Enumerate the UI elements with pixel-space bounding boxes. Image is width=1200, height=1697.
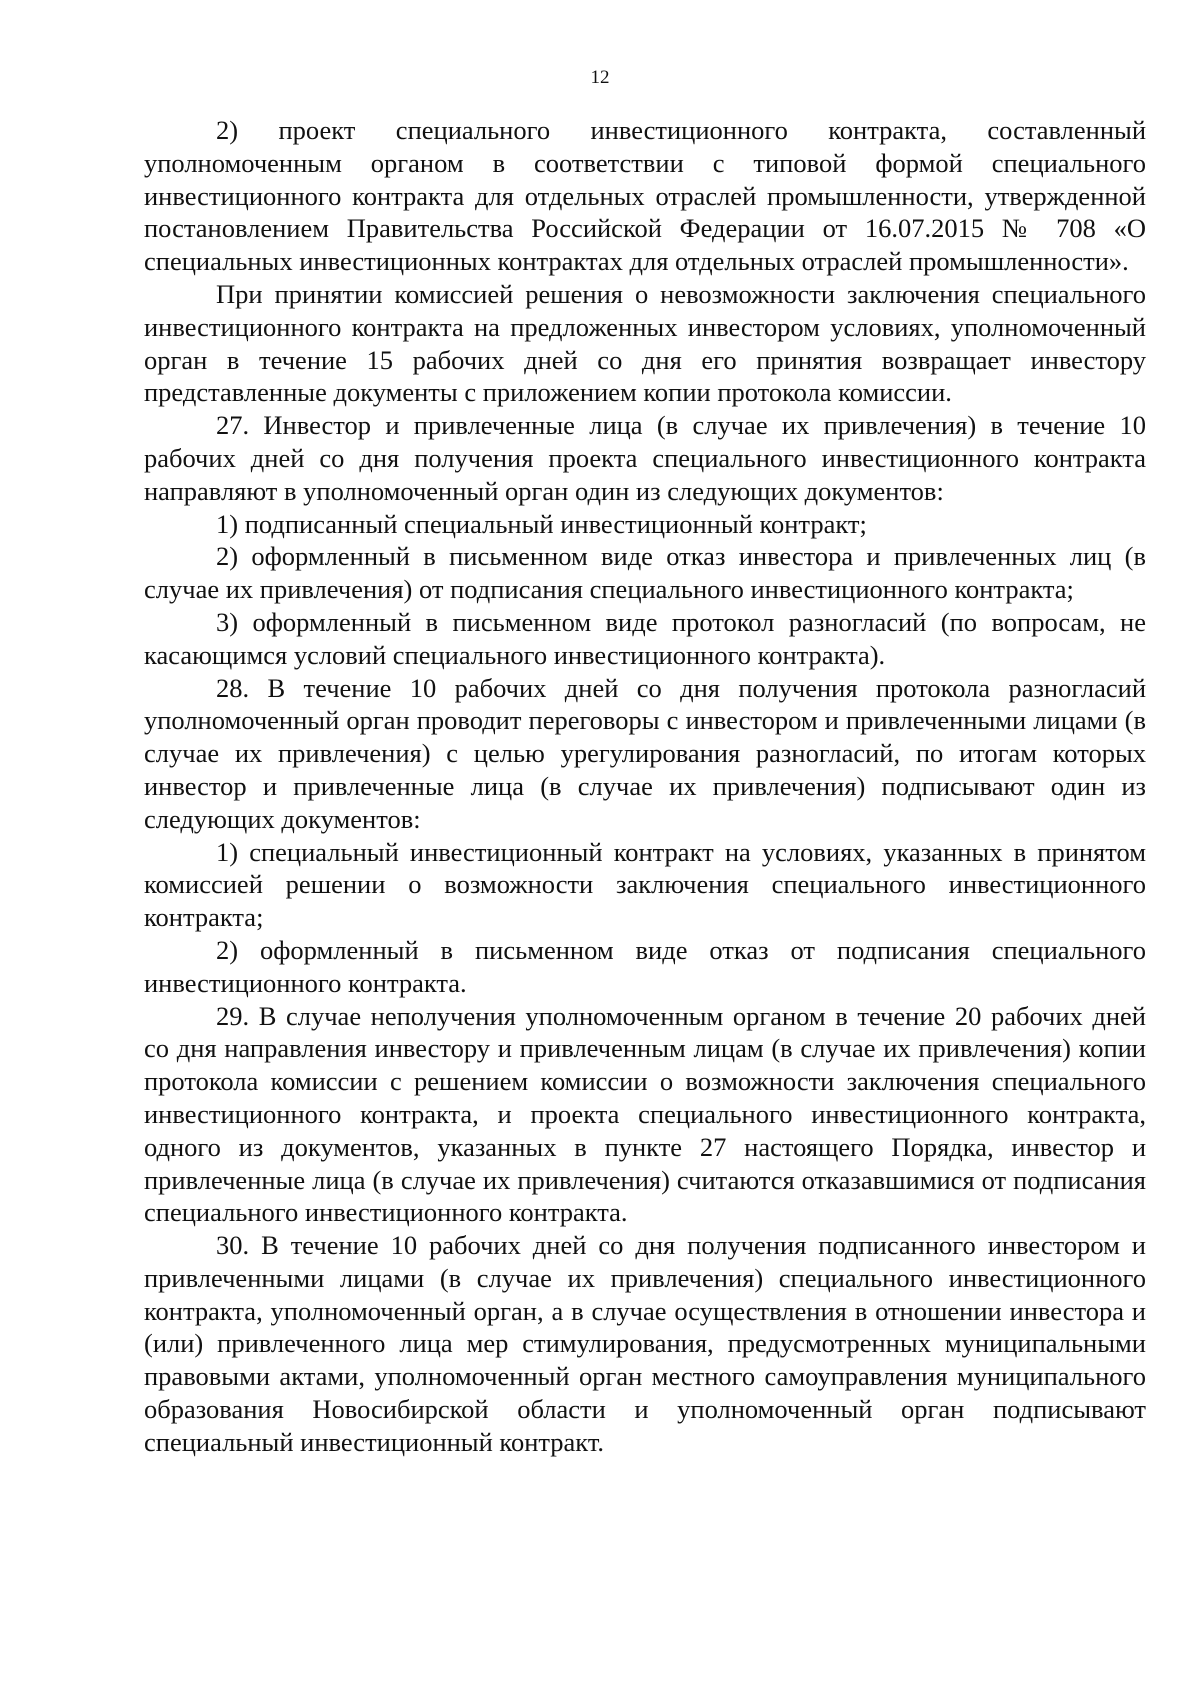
paragraph-clause-27-item-2: 2) оформленный в письменном виде отказ инвестора и привлеченных лиц (в случае их привлечения) от подписания специального инвестиционного контракта; [144, 541, 1146, 605]
paragraph-clause-28-item-2: 2) оформленный в письменном виде отказ от подписания специального инвестиционного контракта. [144, 934, 1146, 998]
paragraph-clause-28-item-1: 1) специальный инвестиционный контракт на условиях, указанных в принятом комиссией решении о возможности заключения специального инвестиционного контракта; [144, 836, 1146, 933]
page-number: 12 [590, 67, 610, 88]
paragraph-clause-29: 29. В случае неполучения уполномоченным органом в течение 20 рабочих дней со дня направления инвестору и привлеченным лицам (в случае их привлечения) копии протокола комиссии с решением комиссии о возможности заключения специального инвестиционного контракта, и проекта специального инвестиционного контракта, одного из документов, указанных в пункте 27 настоящего Порядка, инвестор и привлеченные лица (в случае их привлечения) считаются отказавшимися от подписания специального инвестиционного контракта. [144, 1000, 1146, 1228]
paragraph-clause-30: 30. В течение 10 рабочих дней со дня получения подписанного инвестором и привлеченными лицами (в случае их привлечения) специального инвестиционного контракта, уполномоченный орган, а в случае осуществления в отношении инвестора и (или) привлеченного лица мер стимулирования, предусмотренных муниципальными правовыми актами, уполномоченный орган местного самоуправления муниципального образования Новосибирской области и уполномоченный орган подписывают специальный инвестиционный контракт. [144, 1230, 1146, 1457]
paragraph-clause-27-item-1: 1) подписанный специальный инвестиционный контракт; [216, 508, 867, 539]
paragraph-clause-27-item-3: 3) оформленный в письменном виде протокол разногласий (по вопросам, не касающимся условий специального инвестиционного контракта). [144, 606, 1146, 670]
paragraph-clause-28: 28. В течение 10 рабочих дней со дня получения протокола разногласий уполномоченный орган проводит переговоры с инвестором и привлеченными лицами (в случае их привлечения) с целью урегулирования разногласий, по итогам которых инвестор и привлеченные лица (в случае их привлечения) подписывают один из следующих документов: [144, 672, 1146, 834]
document-body [144, 114, 1146, 1459]
paragraph-clause-27: 27. Инвестор и привлеченные лица (в случае их привлечения) в течение 10 рабочих дней со дня получения проекта специального инвестиционного контракта направляют в уполномоченный орган один из следующих документов: [144, 410, 1146, 506]
paragraph-refusal-decision: При принятии комиссией решения о невозможности заключения специального инвестиционного контракта на предложенных инвестором условиях, уполномоченный орган в течение 15 рабочих дней со дня его принятия возвращает инвестору представленные документы с приложением копии протокола комиссии. [144, 278, 1146, 408]
paragraph-item-2-draft-contract: 2) проект специального инвестиционного контракта, составленный уполномоченным органом в соответствии с типовой формой специального инвестиционного контракта для отдельных отраслей промышленности, утвержденной постановлением Правительства Российской Федерации от 16.07.2015 № 708 «О специальных инвестиционных контрактах для отдельных отраслей промышленности». [144, 115, 1146, 277]
